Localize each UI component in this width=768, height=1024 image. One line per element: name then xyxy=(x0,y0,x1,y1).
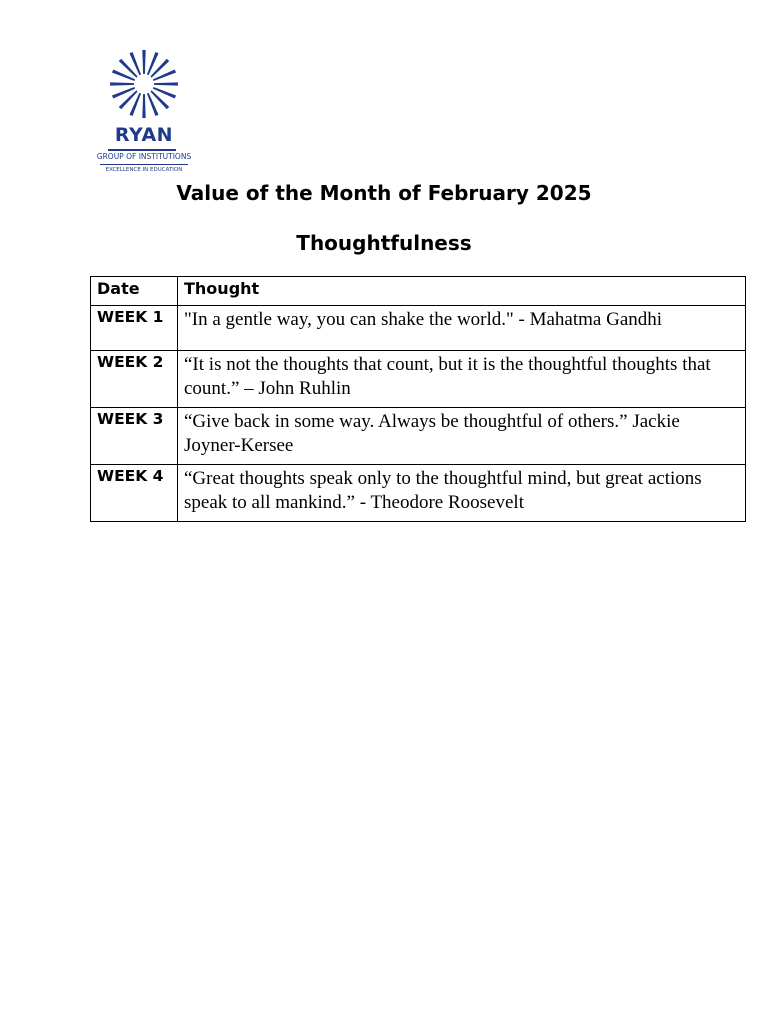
sunburst-logo-icon xyxy=(90,48,198,124)
week-cell: WEEK 4 xyxy=(91,465,178,522)
logo-ray xyxy=(110,82,134,85)
table-row xyxy=(91,465,746,522)
logo-divider-thin xyxy=(100,164,188,165)
thought-cell: "In a gentle way, you can shake the world." - Mahatma Gandhi xyxy=(178,306,746,351)
logo-tagline: EXCELLENCE IN EDUCATION xyxy=(105,167,183,173)
week-cell: WEEK 1 xyxy=(91,306,178,351)
ryan-logo xyxy=(90,48,198,178)
table-row xyxy=(91,306,746,351)
week-cell: WEEK 2 xyxy=(91,351,178,408)
page-title: Value of the Month of February 2025 xyxy=(176,181,592,205)
logo-ray xyxy=(142,94,145,118)
week-cell: WEEK 3 xyxy=(91,408,178,465)
logo-divider xyxy=(108,149,176,151)
value-heading: Thoughtfulness xyxy=(296,231,472,255)
table-row xyxy=(91,351,746,408)
logo-ray xyxy=(154,82,178,85)
logo-ray xyxy=(142,50,145,74)
date-column-header: Date xyxy=(91,277,178,306)
table-row xyxy=(91,408,746,465)
logo-name: RYAN xyxy=(114,124,174,146)
thought-cell: “Give back in some way. Always be thoughtful of others.” Jackie Joyner-Kersee xyxy=(178,408,746,465)
table-header-row xyxy=(91,277,746,306)
thought-column-header: Thought xyxy=(178,277,746,306)
thoughts-table xyxy=(90,276,746,522)
logo-group-text: GROUP OF INSTITUTIONS xyxy=(96,152,192,161)
thought-cell: “It is not the thoughts that count, but it is the thoughtful thoughts that count.” – John Ruhlin xyxy=(178,351,746,408)
thought-cell: “Great thoughts speak only to the thoughtful mind, but great actions speak to all mankind.” - Theodore Roosevelt xyxy=(178,465,746,522)
